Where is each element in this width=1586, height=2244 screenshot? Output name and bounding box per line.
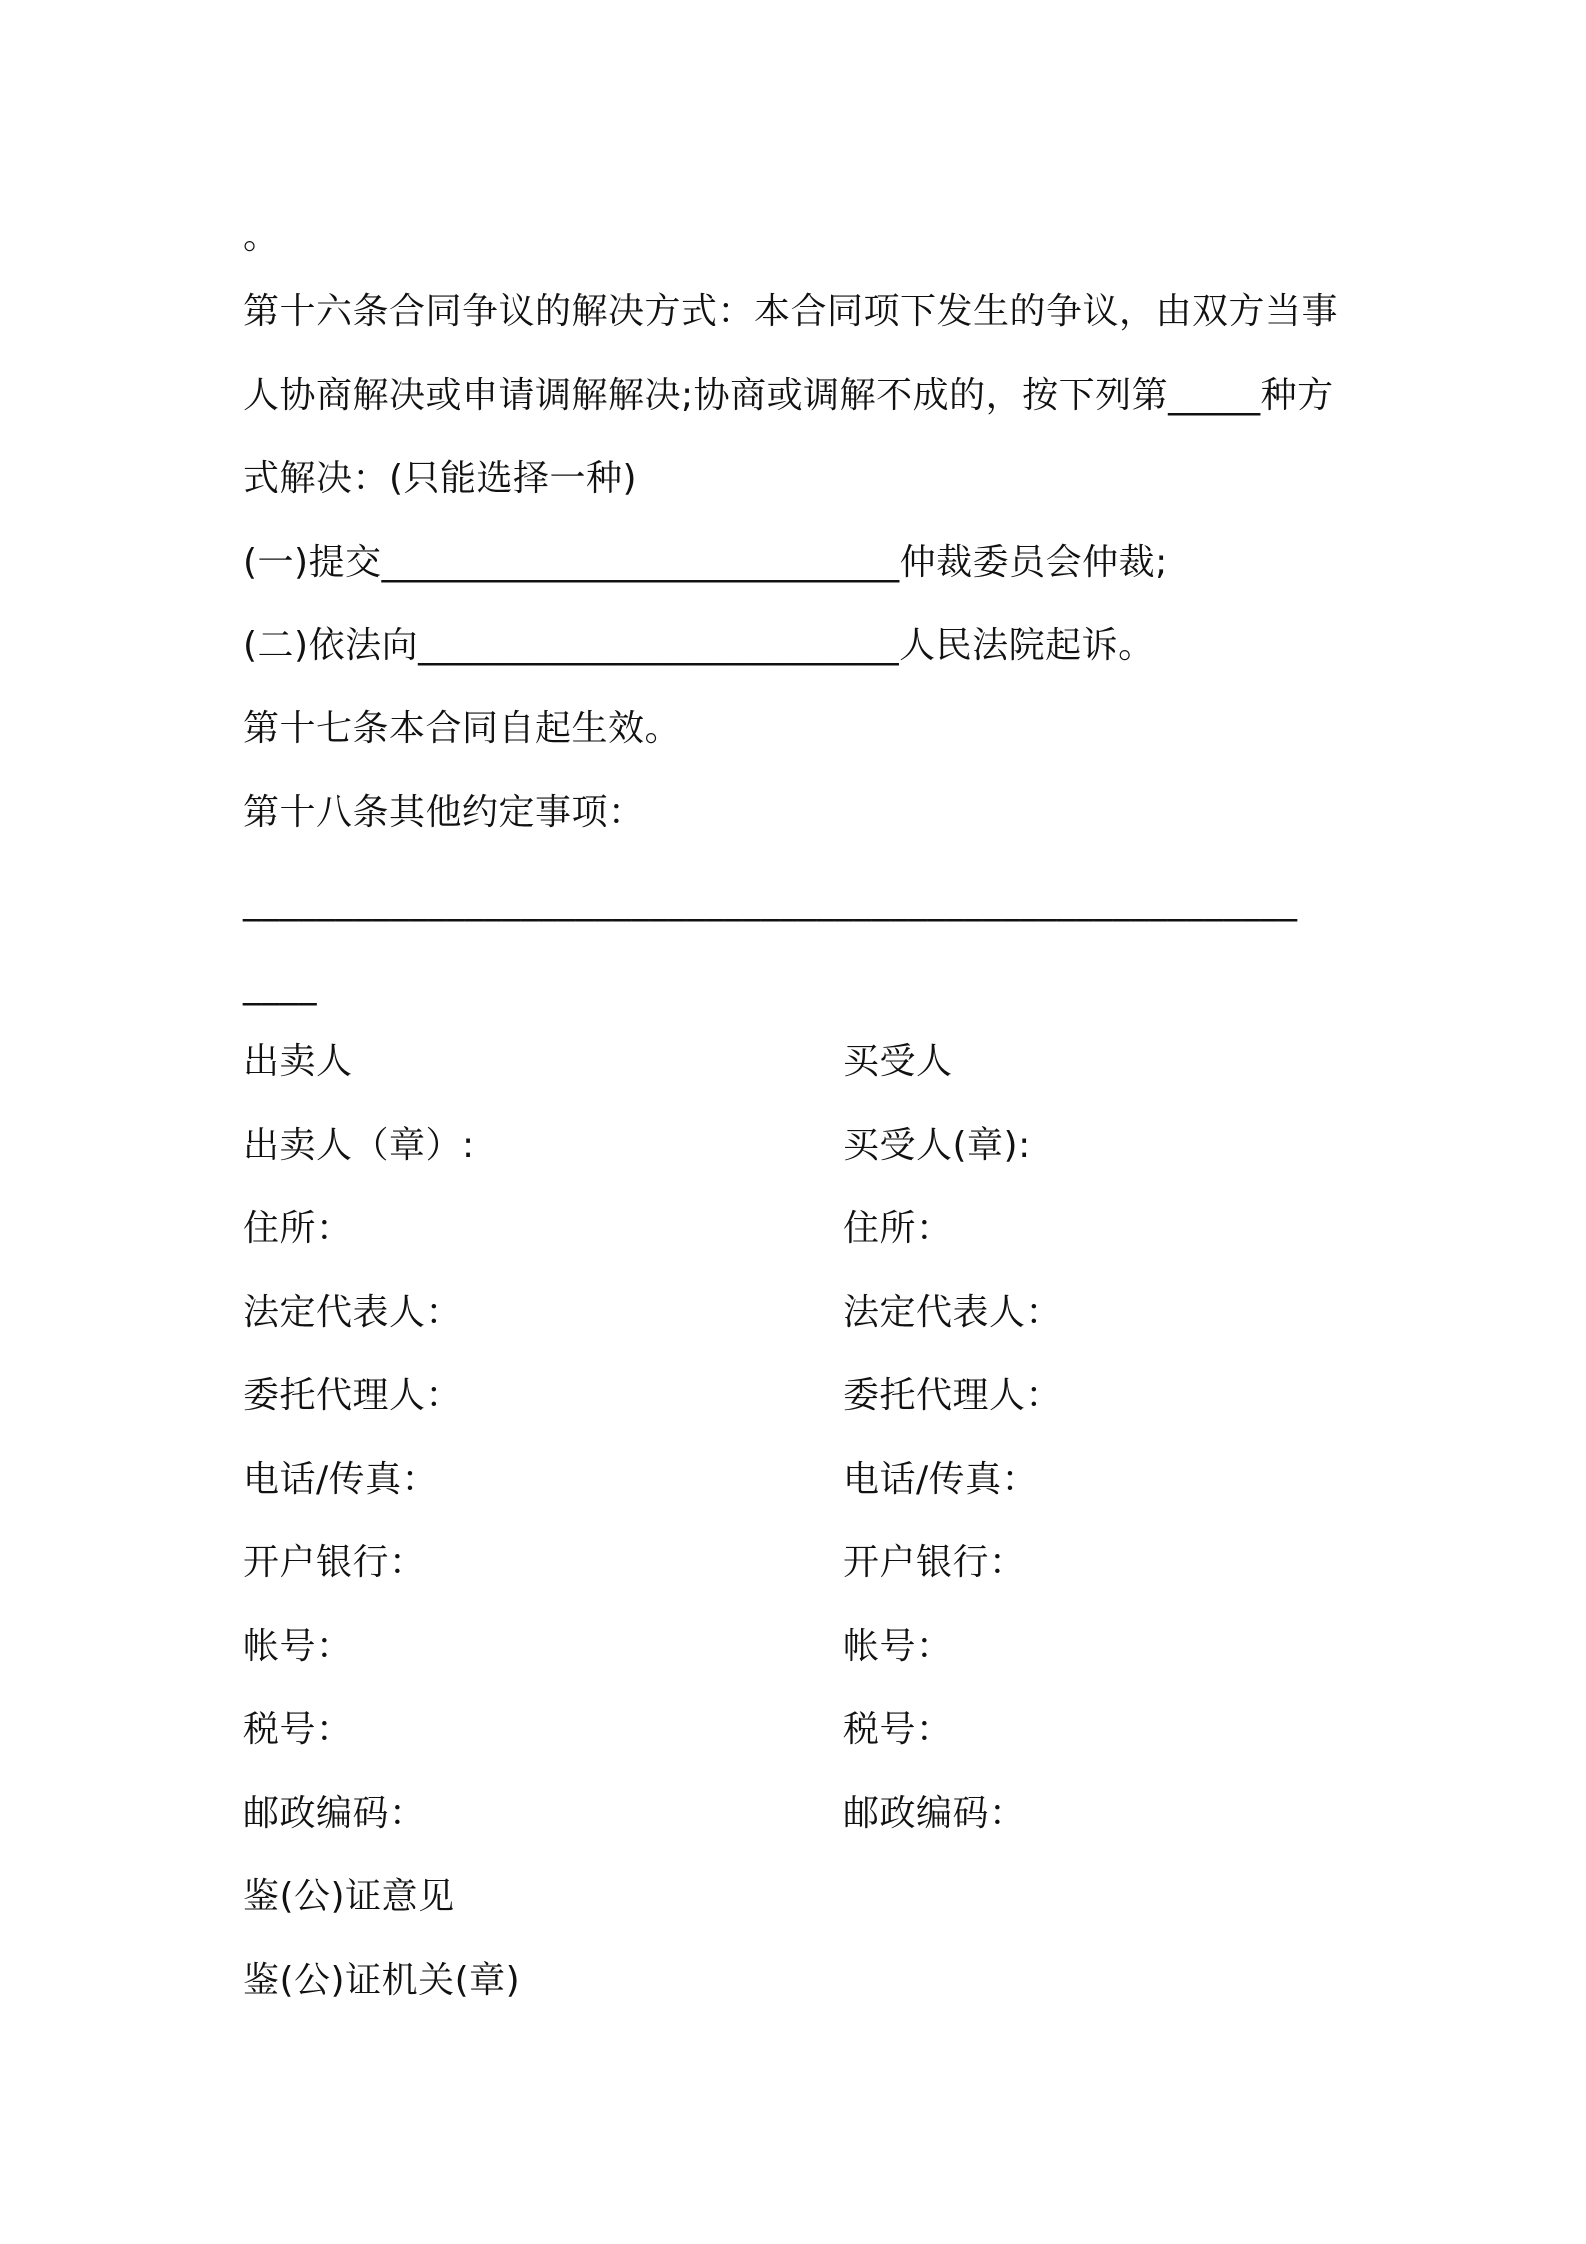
seller-postcode: 邮政编码： xyxy=(243,1793,426,1834)
buyer-legal-rep: 法定代表人： xyxy=(843,1292,1063,1333)
notary-opinion: 鉴(公)证意见 xyxy=(243,1876,455,1917)
buyer-phone-fax: 电话/传真： xyxy=(843,1459,1039,1500)
option-arbitration: (一)提交____________________________仲裁委员会仲裁; xyxy=(243,542,1168,583)
seller-heading: 出卖人 xyxy=(243,1041,353,1082)
seller-account: 帐号： xyxy=(243,1626,353,1667)
seller-legal-rep: 法定代表人： xyxy=(243,1292,463,1333)
notary-office-seal: 鉴(公)证机关(章) xyxy=(243,1960,521,2001)
option-court: (二)依法向__________________________人民法院起诉。 xyxy=(243,625,1155,666)
seller-agent: 委托代理人： xyxy=(243,1375,463,1416)
seller-address: 住所： xyxy=(243,1208,353,1249)
article-18: 第十八条其他约定事项： xyxy=(243,792,645,833)
seller-tax-no: 税号： xyxy=(243,1709,353,1750)
buyer-address: 住所： xyxy=(843,1208,953,1249)
article-16-line-3: 式解决：(只能选择一种) xyxy=(243,458,638,499)
article-16-line-1: 第十六条合同争议的解决方式：本合同项下发生的争议，由双方当事 xyxy=(243,291,1339,332)
article-16-line-2: 人协商解决或申请调解解决;协商或调解不成的，按下列第_____种方 xyxy=(243,375,1334,416)
buyer-account: 帐号： xyxy=(843,1626,953,1667)
buyer-seal: 买受人(章): xyxy=(843,1125,1031,1166)
buyer-agent: 委托代理人： xyxy=(843,1375,1063,1416)
seller-seal: 出卖人（章）: xyxy=(243,1125,475,1166)
buyer-bank: 开户银行： xyxy=(843,1542,1026,1583)
seller-phone-fax: 电话/传真： xyxy=(243,1459,439,1500)
buyer-heading: 买受人 xyxy=(843,1041,953,1082)
seller-bank: 开户银行： xyxy=(243,1542,426,1583)
lead-period: 。 xyxy=(243,216,280,257)
buyer-postcode: 邮政编码： xyxy=(843,1793,1026,1834)
blank-line-2: ____ xyxy=(243,965,317,1006)
buyer-tax-no: 税号： xyxy=(843,1709,953,1750)
blank-line-1: _________________________________________________________ xyxy=(243,881,1298,922)
article-17: 第十七条本合同自起生效。 xyxy=(243,708,682,749)
